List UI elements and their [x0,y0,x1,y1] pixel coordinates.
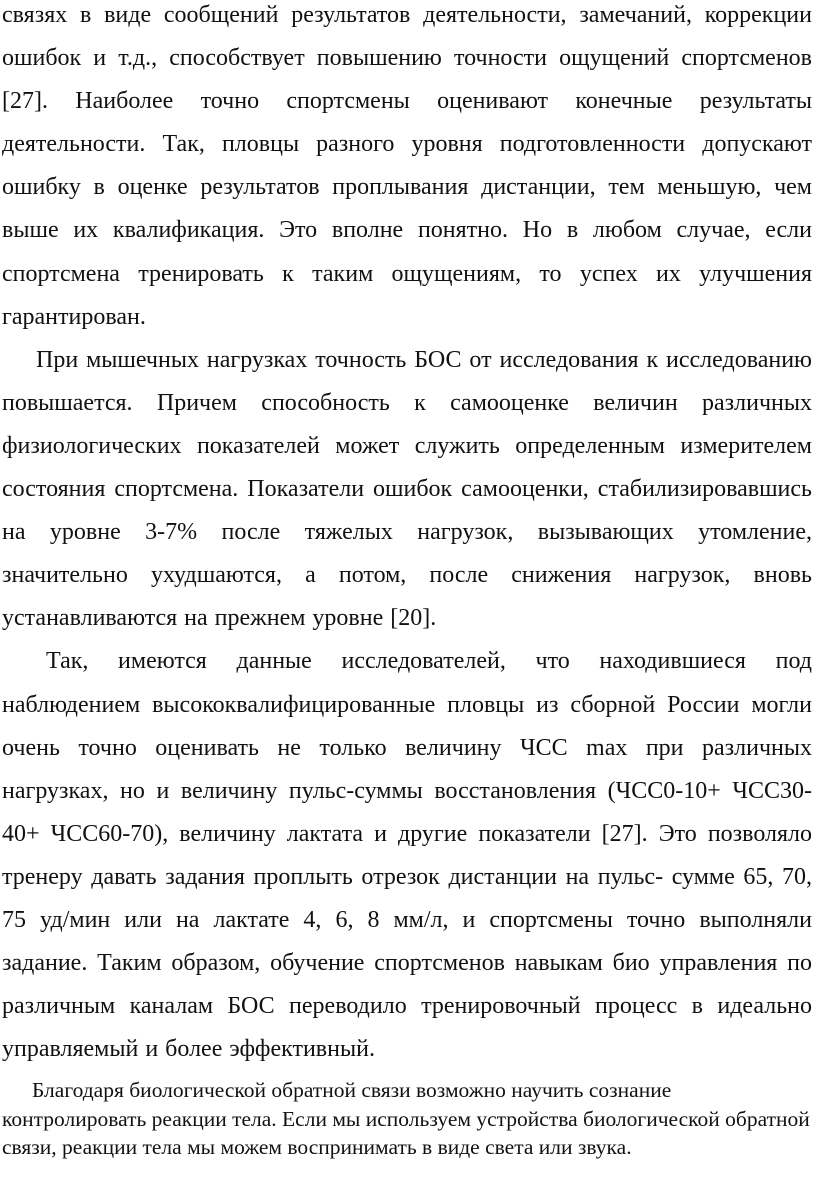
paragraph-4: Благодаря биологической обратной связи возможно научить сознание контролировать реакции тела. Если мы используем устройства биологической обратной связи, реакции тела мы можем воспринимать в виде света или звука. [2,1078,810,1160]
paragraph-1: связях в виде сообщений результатов деятельности, замечаний, коррекции ошибок и т.д., способствует повышению точности ощущений спортсменов [27]. Наиболее точно спортсмены оценивают конечные результаты деятельности. Так, пловцы разного уровня подготовленности допускают ошибку в оценке результатов проплывания дистанции, тем меньшую, чем выше их квалификация. Это вполне понятно. Но в любом случае, если спортсмена тренировать к таким ощущениям, то успех их улучшения гарантирован. [2,2,812,330]
paragraph-3: Так, имеются данные исследователей, что находившиеся под наблюдением высококвалифицированные пловцы из сборной России могли очень точно оценивать не только величину ЧСС max при различных нагрузках, но и величину пульс-суммы восстановления (ЧСС0-10+ ЧСС30-40+ ЧСС60-70), величину лактата и другие показатели [27]. Это позволяло тренеру давать задания проплыть отрезок дистанции на пульс- сумме 65, 70, 75 уд/мин или на лактате 4, 6, 8 мм/л, и спортсмены точно выполняли задание. Таким образом, обучение спортсменов навыкам био управления по различным каналам БОС переводило тренировочный процесс в идеально управляемый и более эффективный. [2,648,812,1063]
paragraph-2: При мышечных нагрузках точность БОС от исследования к исследованию повышается. Причем способность к самооценке величин различных физиологических показателей может служить определенным измерителем состояния спортсмена. Показатели ошибок самооценки, стабилизировавшись на уровне 3-7% после тяжелых нагрузок, вызывающих утомление, значительно ухудшаются, а потом, после снижения нагрузок, вновь устанавливаются на прежнем уровне [20]. [2,346,812,632]
document-page [2,0,812,1183]
